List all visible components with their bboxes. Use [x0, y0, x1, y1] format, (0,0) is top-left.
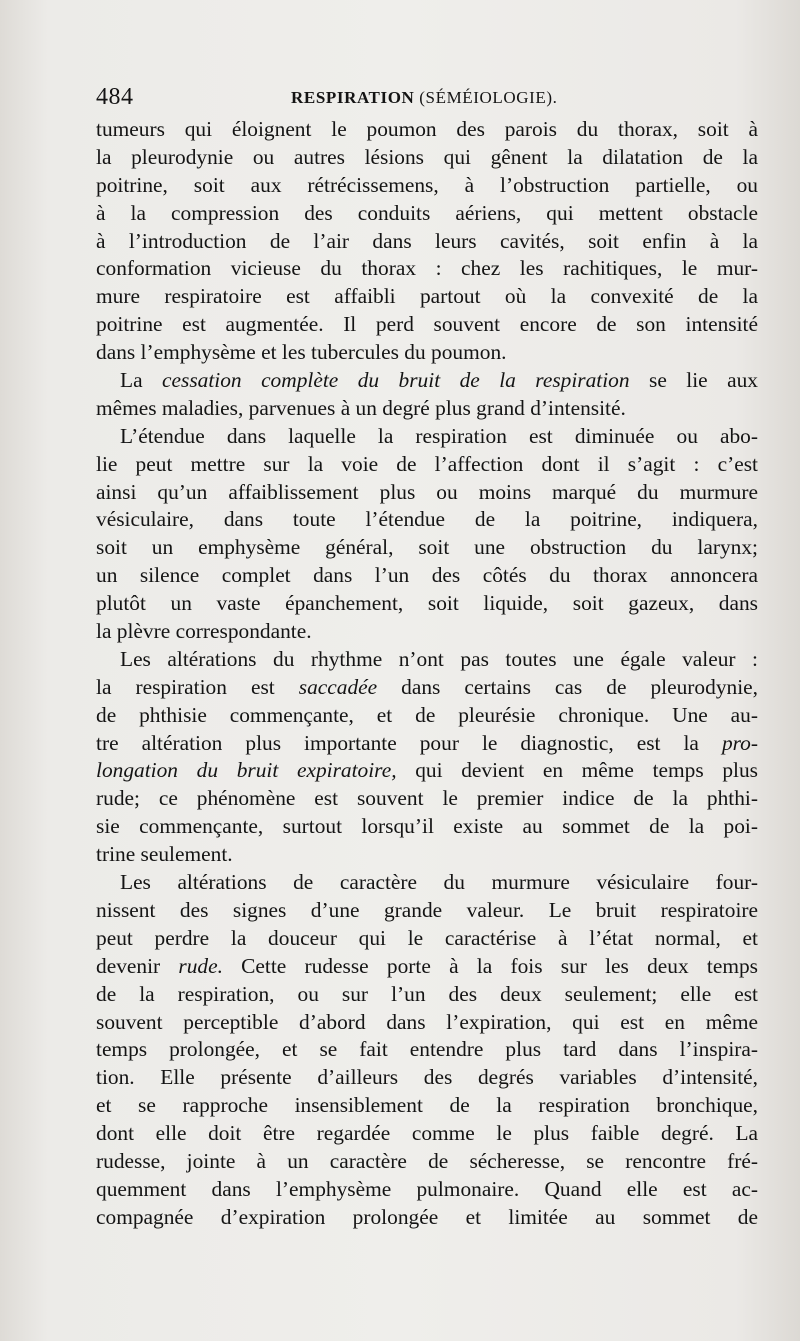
- text-line: un silence complet dans l’un des côtés du thorax annoncera: [96, 563, 758, 588]
- text-line: poitrine, soit aux rétrécissemens, à l’obstruction partielle, ou: [96, 172, 758, 197]
- page-number: 484: [96, 84, 134, 110]
- italic-phrase: cessation complète du bruit de la respiration: [162, 368, 630, 393]
- text-line: de phthisie commençante, et de pleurésie chronique. Une au-: [96, 702, 758, 727]
- body-text: [96, 116, 758, 1232]
- italic-phrase: saccadée: [298, 674, 378, 699]
- text-line: Les altérations du rhythme n’ont pas toutes une égale valeur :: [120, 646, 758, 671]
- text-line: mêmes maladies, parvenues à un degré plus grand d’intensité.: [96, 395, 626, 420]
- text-line: Les altérations de caractère du murmure vésiculaire four-: [120, 870, 758, 895]
- text-line: tumeurs qui éloignent le poumon des parois du thorax, soit à: [96, 117, 758, 141]
- text-line: la plèvre correspondante.: [96, 619, 312, 644]
- text-line: trine seulement.: [96, 842, 233, 867]
- text-line: tre altération plus importante pour le diagnostic, est la pro-: [96, 730, 758, 755]
- text-line: nissent des signes d’une grande valeur. Le bruit respiratoire: [96, 897, 758, 922]
- running-head-subtitle: (SÉMÉIOLOGIE).: [419, 88, 558, 107]
- text-line: longation du bruit expiratoire, qui devient en même temps plus: [96, 758, 758, 783]
- text-line: temps prolongée, et se fait entendre plus tard dans l’inspira-: [96, 1037, 758, 1062]
- text-line: dans l’emphysème et les tubercules du poumon.: [96, 340, 507, 365]
- text-line: de la respiration, ou sur l’un des deux seulement; elle est: [96, 981, 758, 1006]
- text-line: compagnée d’expiration prolongée et limitée au sommet de: [96, 1204, 758, 1229]
- text-line: soit un emphysème général, soit une obstruction du larynx;: [96, 535, 758, 560]
- text-line: sie commençante, surtout lorsqu’il existe au sommet de la poi-: [96, 814, 758, 839]
- text-line: et se rapproche insensiblement de la respiration bronchique,: [96, 1093, 758, 1118]
- page-header: [96, 84, 756, 114]
- text-line: vésiculaire, dans toute l’étendue de la poitrine, indiquera,: [96, 507, 758, 532]
- text-line: devenir rude. Cette rudesse porte à la fois sur les deux temps: [96, 953, 758, 978]
- text-line: L’étendue dans laquelle la respiration est diminuée ou abo-: [120, 423, 758, 448]
- text-line: La cessation complète du bruit de la respiration se lie aux: [120, 368, 758, 393]
- text-line: ainsi qu’un affaiblissement plus ou moins marqué du murmure: [96, 479, 758, 504]
- italic-phrase: rude.: [178, 953, 223, 978]
- text-line: rudesse, jointe à un caractère de sécheresse, se rencontre fré-: [96, 1148, 758, 1173]
- text-line: poitrine est augmentée. Il perd souvent encore de son intensité: [96, 312, 758, 337]
- text-line: plutôt un vaste épanchement, soit liquide, soit gazeux, dans: [96, 591, 758, 616]
- text-line: la pleurodynie ou autres lésions qui gênent la dilatation de la: [96, 144, 758, 169]
- text-line: la respiration est saccadée dans certains cas de pleurodynie,: [96, 674, 758, 699]
- italic-phrase: pro-: [721, 730, 758, 755]
- text-line: à la compression des conduits aériens, qui mettent obstacle: [96, 200, 758, 225]
- text-line: rude; ce phénomène est souvent le premier indice de la phthi-: [96, 786, 758, 811]
- italic-phrase: longation du bruit expiratoire,: [96, 758, 397, 783]
- running-head: [291, 88, 558, 108]
- text-line: peut perdre la douceur qui le caractérise à l’état normal, et: [96, 925, 758, 950]
- running-head-title: RESPIRATION: [291, 88, 415, 107]
- text-line: souvent perceptible d’abord dans l’expiration, qui est en même: [96, 1009, 758, 1034]
- text-line: à l’introduction de l’air dans leurs cavités, soit enfin à la: [96, 228, 758, 253]
- text-line: tion. Elle présente d’ailleurs des degrés variables d’intensité,: [96, 1065, 758, 1090]
- text-line: lie peut mettre sur la voie de l’affection dont il s’agit : c’est: [96, 451, 758, 476]
- text-line: dont elle doit être regardée comme le plus faible degré. La: [96, 1121, 758, 1146]
- text-line: quemment dans l’emphysème pulmonaire. Quand elle est ac-: [96, 1176, 758, 1201]
- text-line: conformation vicieuse du thorax : chez les rachitiques, le mur-: [96, 256, 758, 281]
- text-line: mure respiratoire est affaibli partout où la convexité de la: [96, 284, 758, 309]
